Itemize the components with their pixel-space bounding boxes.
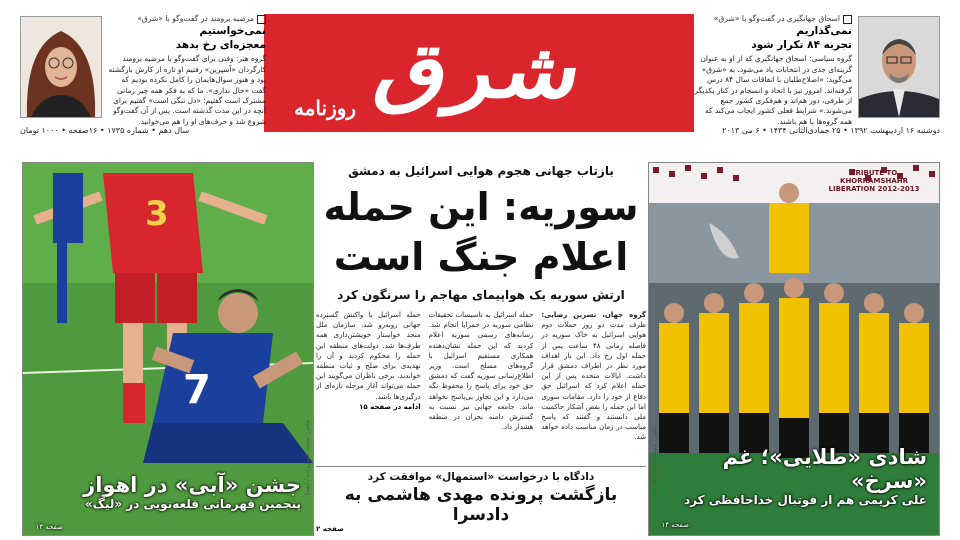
teaser-left (106, 14, 266, 126)
article-byline: گروه جهان، نسرین رضایی: (541, 311, 646, 319)
logo-wordmark: شرق (368, 26, 590, 115)
second-headline[interactable]: بازگشت پرونده مهدی هاشمی به دادسرا (344, 485, 618, 525)
bullet-icon (257, 15, 266, 24)
divider (316, 466, 646, 467)
lead-article-body (316, 310, 646, 460)
article-text: حمله اسرائیل با واکنش گسترده جهانی روبه‌رو شد. سازمان ملل متحد خواستار خویشتن‌داری همه طرف‌ها شد. دولت‌های منطقه این حمله را محکوم کردند و آن را تهدیدی برای صلح و ثبات منطقه خواندند. برخی ناظران می‌گویند این حمله می‌تواند آغاز مرحله تازه‌ای از درگیری‌ها باشد. (315, 311, 421, 401)
photo-caption-subtitle: علی کریمی هم از فوتبال خداحافظی کرد (683, 493, 927, 507)
article-column-left (316, 310, 421, 460)
bullet-icon (843, 15, 852, 24)
lead-headline-line-2: اعلام جنگ است (333, 235, 629, 279)
photo-esteghlal-celebration[interactable] (22, 162, 314, 536)
teaser-kicker: مرضیه برومند در گفت‌وگو با «شرق» (137, 14, 254, 23)
teaser-headline[interactable]: معجزه‌ای رخ بدهد (175, 39, 266, 52)
second-page-ref: صفحه ۲ (316, 525, 344, 533)
lead-subhead: ارتش سوریه یک هواپیمای مهاجم را سرنگون کرد (337, 288, 625, 302)
article-text: ظرف مدت دو روز حملات دوم هوایی اسرائیل به خاک سوریه در فاصله زمانی ۴۸ ساعت پس از حمله اول رخ داد. این بار اهداف مورد نظر در اطراف دمشق قرار داشت. ایالات متحده پس از این حمله اعلام کرد که اسرائیل حق دفاع از خود را دارد. مقامات سوری اما این حمله را نقض آشکار حاکمیت ملی دانستند و گفتند که پاسخ مناسب در زمان مناسب داده خواهد شد. (541, 321, 646, 442)
photo-caption-subtitle: پنجمین قهرمانی قلعه‌نویی در «لیگ» (84, 497, 301, 511)
teaser-body: گروه هنر: وقتی برای گفت‌وگو با مرضیه برومند کارگردان «آسپرین» رفتیم او تازه از کارش بازگشته بود و هنوز سوال‌هایمان را کامل نکرده بودیم که گفت «حال نداری». ما که به فکر همه چیز زمانی مشترک است گفتیم: «دل تنگی است» گفتیم برای آنچه در این مدت گذشته است. پس از آن گفت‌وگو شروع شد و حرف‌های او را هم می‌خوانید. (108, 54, 266, 126)
newspaper-logo[interactable] (264, 14, 694, 132)
photo-page-ref: صفحه ۱۳ (35, 523, 63, 531)
teaser-headline[interactable]: نمی‌خواستیم (199, 25, 266, 38)
stadium-banner: TRIBUTE TO KHORRAMSHAHR LIBERATION 2012-2013 (828, 169, 920, 193)
photo-caption-title[interactable]: جشن «آبی» در اهواز (83, 473, 301, 497)
photo-page-ref: صفحه ۱۴ (661, 521, 689, 529)
date-line: دوشنبه ۱۶ اردیبهشت ۱۳۹۲ • ۲۵ جمادی‌الثانی ۱۴۳۴ • ۶ می ۲۰۱۳ (722, 126, 940, 135)
issue-line: سال دهم • شماره ۱۷۳۵ • ۱۶صفحه • ۱۰۰۰ تومان (20, 126, 190, 135)
teaser-right (692, 14, 852, 126)
lead-headline[interactable] (316, 182, 646, 282)
svg-text:7: 7 (183, 367, 211, 413)
photo-caption-title[interactable]: شادی «طلایی»؛ غم «سرخ» (722, 445, 927, 493)
photo-sepahan-celebration[interactable] (648, 162, 940, 536)
svg-text:3: 3 (145, 194, 169, 234)
teaser-headline[interactable]: نمی‌گذاریم (796, 25, 852, 38)
logo-subtitle: روزنامه (294, 96, 357, 120)
article-column-right (541, 310, 646, 460)
teaser-headline[interactable]: تجربه ۸۴ تکرار شود (751, 39, 852, 52)
center-column (316, 160, 646, 538)
photo-credit: عکس: حمید عامری / فارس (651, 425, 658, 495)
continued-link[interactable]: ادامه در صفحه ۱۵ (359, 402, 421, 411)
portrait-jahangiri (858, 16, 940, 118)
photo-credit: عکس: محمد حسن‌زاده / ایسنا (304, 418, 311, 495)
teaser-body: گروه سیاسی: اسحاق جهانگیری که از او به عنوان گزینه‌ای جدی در انتخابات یاد می‌شود، به «شرق» می‌گوید: «اصلاح‌طلبان با اتفاقات سال ۸۴ درس گرفته‌اند. امروز نیز با اتحاد و انسجام در کنار یکدیگر از طرفی، دور هم‌اند و هم‌فکری کشور جمع می‌شوند.» شرایط فعلی کشور ایجاب می‌کند که همه گروه‌ها با هم باشند. (694, 54, 852, 126)
second-kicker: دادگاه با درخواست «استمهال» موافقت کرد (367, 471, 595, 483)
article-column-middle (429, 310, 534, 460)
article-text: حمله اسرائیل به تاسیسات تحقیقات نظامی سوریه در جمرایا انجام شد. رسانه‌های رسمی سوریه اعلام کردند که این حمله نشان‌دهنده همکاری مستقیم اسرائیل با گروه‌های مسلح است. وزیر اطلاع‌رسانی سوریه گفت که دمشق حق خود برای پاسخ را محفوظ نگه می‌دارد و این تجاوز بی‌پاسخ نخواهد ماند. جامعه جهانی نیز نسبت به گسترش دامنه بحران در منطقه هشدار داد. (428, 311, 534, 432)
lead-headline-line-1: سوریه: این حمله (323, 185, 639, 229)
lead-kicker: بازتاب جهانی هجوم هوایی اسرائیل به دمشق (348, 164, 614, 178)
portrait-boroumand (20, 16, 102, 118)
teaser-kicker: اسحاق جهانگیری در گفت‌وگو با «شرق» (713, 14, 840, 23)
